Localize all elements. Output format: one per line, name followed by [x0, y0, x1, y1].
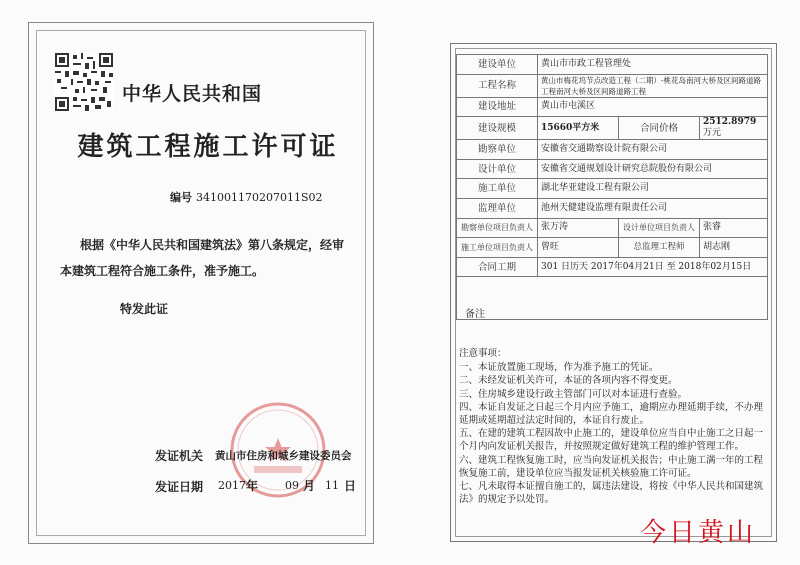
issue-date-month-unit: 月 — [303, 479, 316, 493]
cell-label: 建设规模 — [457, 117, 538, 140]
cell-label: 合同工期 — [457, 257, 538, 277]
cell-value: 安徽省交通勘察设计院有限公司 — [538, 140, 768, 160]
serial-label: 编号 — [170, 191, 192, 204]
price-unit: 万元 — [703, 128, 722, 139]
table-row — [457, 238, 768, 258]
permit-text-line-1: 根据《中华人民共和国建筑法》第八条规定，经审 — [80, 238, 345, 252]
table-row — [457, 218, 768, 238]
cell-value: 301 日历天 2017年04月21日 至 2018年02月15日 — [538, 257, 768, 277]
cell-value: 张睿 — [700, 218, 768, 238]
cell-value: 曾旺 — [538, 238, 619, 258]
qr-code-icon — [55, 53, 113, 111]
cell-value — [700, 117, 768, 140]
cell-label: 建设地址 — [457, 97, 538, 117]
notice-item: 五、在建的建筑工程因故中止施工的，建设单位应当自中止施工之日起一个月内向发证机关报告，并按照规定做好建筑工程的维护管理工作。 — [459, 428, 764, 453]
remarks-cell — [457, 277, 768, 320]
issue-date-year: 2017 — [218, 479, 246, 492]
table-row — [457, 97, 768, 117]
notice-item: 三、住房城乡建设行政主管部门可以对本证进行查验。 — [459, 388, 688, 400]
country-name: 中华人民共和国 — [122, 83, 263, 105]
cell-value: 黄山市市政工程管理处 — [538, 55, 768, 75]
cell-value: 安徽省交通规划设计研究总院股份有限公司 — [538, 159, 768, 179]
issuer-value: 黄山市住房和城乡建设委员会 — [215, 450, 352, 462]
cell-label: 建设单位 — [457, 55, 538, 75]
table-row — [457, 257, 768, 277]
cell-value: 池州天健建设监理有限责任公司 — [538, 198, 768, 218]
watermark-logo: 今日黄山 — [640, 518, 757, 548]
issue-date-day: 11 — [325, 479, 339, 492]
project-info-table — [456, 54, 768, 320]
permit-text-closing: 特发此证 — [120, 302, 169, 316]
serial-number — [170, 189, 323, 205]
issue-date-month: 09 — [285, 479, 299, 492]
notice-item: 二、未经发证机关许可，本证的各项内容不得变更。 — [459, 375, 678, 387]
notice-item: 七、凡未取得本证擅自施工的，属违法建设，将按《中华人民共和国建筑法》的规定予以处罚。 — [459, 481, 764, 506]
issuer-label: 发证机关 — [155, 449, 204, 463]
notice-item: 一、本证放置施工现场，作为准予施工的凭证。 — [459, 362, 659, 374]
remarks-label: 备注 — [465, 309, 485, 320]
table-row — [457, 277, 768, 320]
price-value: 2512.8979 — [703, 117, 757, 128]
permit-title: 建筑工程施工许可证 — [77, 132, 339, 162]
table-row — [457, 159, 768, 179]
table-row — [457, 140, 768, 160]
serial-value: 341001170207011S02 — [196, 191, 323, 204]
table-row — [457, 55, 768, 75]
table-row — [457, 117, 768, 140]
issue-date-day-unit: 日 — [344, 479, 357, 493]
cell-label: 设计单位项目负责人 — [619, 218, 700, 238]
cell-label: 施工单位项目负责人 — [457, 238, 538, 258]
cell-label: 设计单位 — [457, 159, 538, 179]
cell-value: 黄山市屯溪区 — [538, 97, 768, 117]
cell-label: 工程名称 — [457, 74, 538, 97]
issue-date-year-unit: 年 — [246, 479, 259, 493]
cell-label: 监理单位 — [457, 198, 538, 218]
cell-label: 勘察单位 — [457, 140, 538, 160]
cell-value: 胡志刚 — [700, 238, 768, 258]
cell-value: 湖北华亚建设工程有限公司 — [538, 179, 768, 199]
cell-value: 黄山市梅花坞节点改造工程（二期）-桃花岛南河大桥及区间路道路工程南河大桥及区间路道路工程 — [538, 74, 768, 97]
notices-block — [459, 347, 765, 506]
issue-date-label: 发证日期 — [155, 480, 204, 494]
table-row — [457, 179, 768, 199]
cell-label: 总监理工程师 — [619, 238, 700, 258]
cell-label: 勘察单位项目负责人 — [457, 218, 538, 238]
notice-item: 四、本证自发证之日起三个月内应予施工，逾期应办理延期手续，不办理延期或延期超过法定时间的，本证自行废止。 — [459, 401, 764, 427]
cell-label: 合同价格 — [619, 117, 700, 140]
table-row — [457, 198, 768, 218]
cell-label: 施工单位 — [457, 179, 538, 199]
notice-item: 六、建筑工程恢复施工时，应当向发证机关报告；中止施工满一年的工程恢复施工前，建设单位应当报发证机关核验施工许可证。 — [459, 454, 764, 479]
notices-heading: 注意事项： — [459, 348, 507, 359]
cell-value: 张万涛 — [538, 218, 619, 238]
table-row — [457, 74, 768, 97]
permit-text-line-2: 本建筑工程符合施工条件，准予施工。 — [60, 264, 265, 278]
cell-value: 15660平方米 — [538, 117, 619, 140]
